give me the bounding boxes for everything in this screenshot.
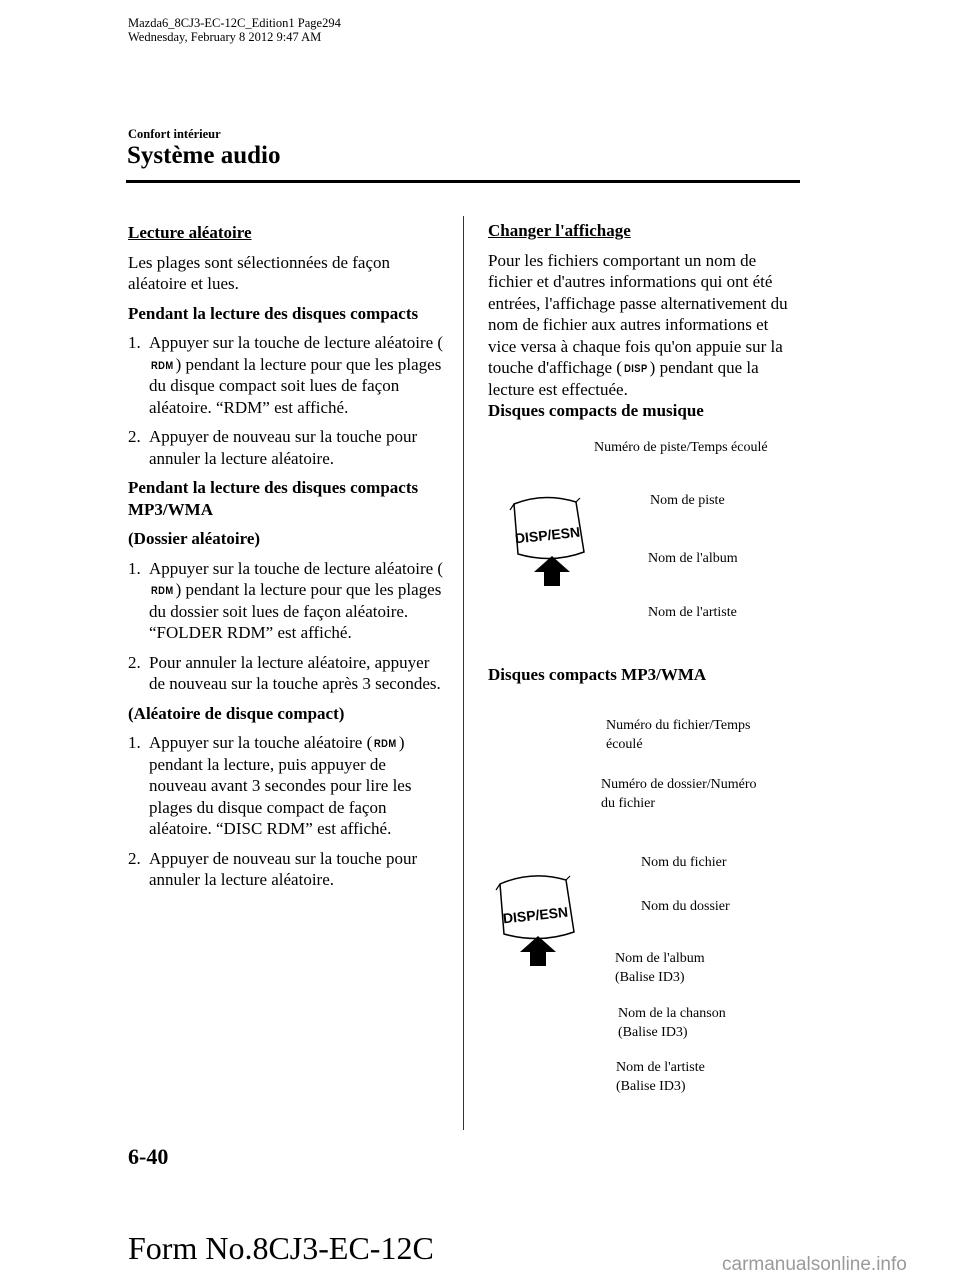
caption-album-id3: Nom de l'album (Balise ID3) — [615, 951, 705, 985]
rdm-button-icon: RDM — [150, 359, 174, 372]
list-item: 2. Appuyer de nouveau sur la touche pour annuler la lecture aléatoire. — [128, 848, 418, 889]
svg-text:DISP/ESN: DISP/ESN — [514, 523, 581, 547]
caption-artist-name: Nom de l'artiste — [648, 605, 737, 620]
list-item: 1. Appuyer sur la touche de lecture aléatoire (RDM ) pendant la lecture pour que les plages du dossier soit lues de façon aléatoire. “FOLDER RDM” est affiché. — [128, 558, 444, 642]
rdm-button-icon: RDM — [374, 738, 397, 750]
caption-album-name: Nom de l'album — [648, 551, 738, 566]
subheading-disc-random: (Aléatoire de disque compact) — [128, 703, 345, 723]
left-column — [128, 222, 444, 891]
list-item: 1. Appuyer sur la touche aléatoire ( RDM ) pendant la lecture, puis appuyer de nouveau avant 3 secondes pour lire les plages du disque compact de façon aléatoire. “DISC RDM” est affiché. — [128, 733, 412, 838]
print-header — [128, 16, 341, 44]
caption-file-name: Nom du fichier — [641, 855, 727, 870]
caption-artist-id3: Nom de l'artiste (Balise ID3) — [616, 1060, 705, 1094]
right-column — [488, 220, 800, 422]
caption-track-name: Nom de piste — [650, 493, 725, 508]
page-number: 6-40 — [128, 1144, 169, 1169]
heading-random-play: Lecture aléatoire — [128, 223, 252, 242]
list-item: 2. Pour annuler la lecture aléatoire, appuyer de nouveau sur la touche après 3 secondes. — [128, 652, 441, 693]
disp-esn-button-illustration — [490, 868, 580, 968]
subheading-mp3-cd: Disques compacts MP3/WMA — [488, 665, 707, 684]
list-item: 2. Appuyer de nouveau sur la touche pour annuler la lecture aléatoire. — [128, 427, 418, 468]
svg-text:DISP/ESN: DISP/ESN — [502, 903, 569, 927]
disp-esn-button-illustration — [504, 490, 590, 588]
caption-song-id3: Nom de la chanson (Balise ID3) — [618, 1006, 726, 1040]
form-number: Form No.8CJ3-EC-12C — [128, 1230, 434, 1266]
subheading-mp3: Pendant la lecture des disques compacts MP3/WMA — [128, 478, 419, 519]
disp-button-icon: DISP — [624, 363, 648, 375]
subheading-cd: Pendant la lecture des disques compacts — [128, 303, 419, 323]
rdm-button-icon: RDM — [150, 585, 174, 597]
title-rule — [126, 180, 800, 183]
section-category: Confort intérieur — [128, 127, 221, 141]
print-header-file: Mazda6_8CJ3-EC-12C_Edition1 Page294 — [128, 16, 341, 30]
column-divider — [463, 216, 464, 1130]
caption-track-time: Numéro de piste/Temps écoulé — [594, 440, 768, 455]
page-title: Système audio — [127, 142, 281, 169]
list-item: 1. Appuyer sur la touche de lecture aléatoire (RDM ) pendant la lecture pour que les plages du disque compact soit lues de façon aléatoire. “RDM” est affiché. — [128, 333, 444, 417]
subheading-music-cd: Disques compacts de musique — [488, 401, 704, 420]
print-header-date: Wednesday, February 8 2012 9:47 AM — [128, 30, 322, 44]
caption-file-time: Numéro du fichier/Temps écoulé — [606, 718, 751, 752]
caption-folder-name: Nom du dossier — [641, 899, 730, 914]
watermark: carmanualsonline.info — [722, 1254, 907, 1275]
caption-folder-file-number: Numéro de dossier/Numéro du fichier — [601, 777, 757, 811]
display-paragraph: Pour les fichiers comportant un nom de fichier et d'autres informations qui ont été entrées, l'affichage passe alternativement du nom de fichier aux autres informations et vice versa à chaque fois qu'on appuie sur la touche d'affichage ( DISP ) pendant que la lecture est effectuée. — [488, 250, 788, 399]
subheading-folder-random: (Dossier aléatoire) — [128, 529, 261, 548]
heading-change-display: Changer l'affichage — [488, 221, 631, 240]
random-intro: Les plages sont sélectionnées de façon aléatoire et lues. — [128, 252, 390, 293]
